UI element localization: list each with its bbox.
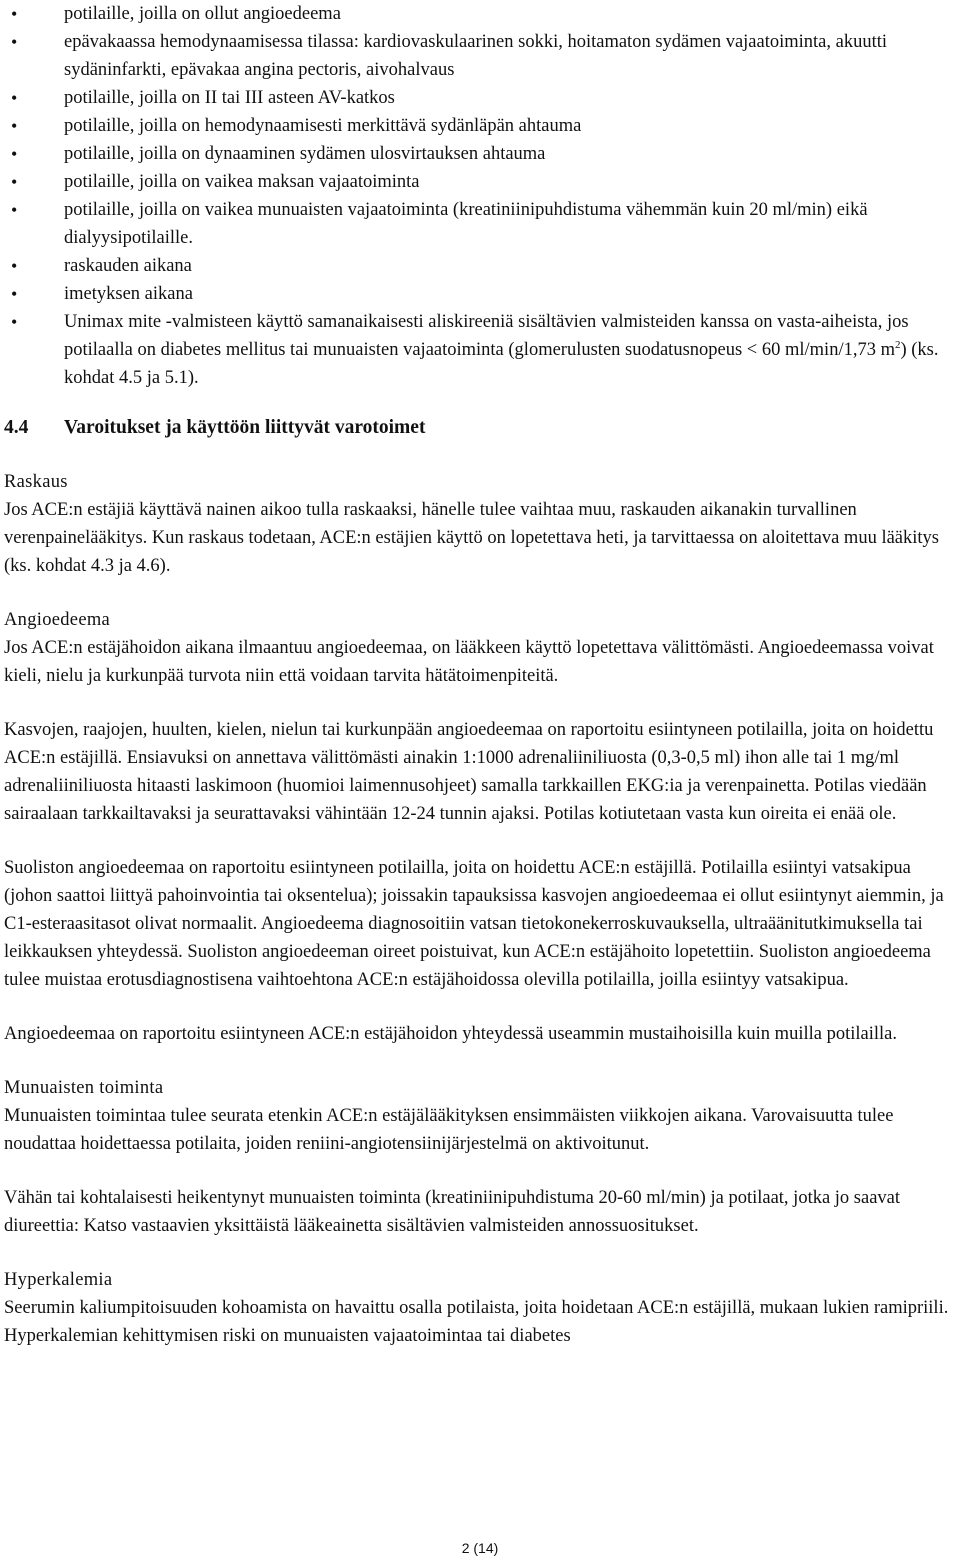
subheading-angioedeema: Angioedeema [4,610,111,630]
bullet-icon: • [11,116,18,136]
bullet-icon: • [11,256,18,276]
bullet-icon: • [11,88,18,108]
page-number: 2 (14) [461,1540,499,1556]
bullet-icon: • [11,32,18,52]
paragraph-angioedeema-4: Angioedeemaa on raportoitu esiintyneen ACE:n estäjähoidon yhteydessä useammin mustaihoisilla kuin muilla potilailla. [4,1024,897,1044]
bullet-icon: • [11,172,18,192]
subheading-raskaus: Raskaus [4,472,68,492]
list-item: • potilaille, joilla on ollut angioedeema [0,0,960,28]
bullet-icon: • [11,4,18,24]
list-item: • potilaille, joilla on II tai III asteen AV-katkos [0,84,960,112]
list-item: • imetyksen aikana [0,280,960,308]
paragraph-munuaiset-1: Munuaisten toimintaa tulee seurata etenkin ACE:n estäjälääkityksen ensimmäisten viikkojen aikana. Varovaisuutta tulee noudattaa hoidettaessa potilaita, joiden reniini-angiotensiinijärjestelmä on aktivoitunut. [4,1106,894,1154]
section-body [4,468,956,1350]
list-item: • potilaille, joilla on hemodynaamisesti merkittävä sydänläpän ahtauma [0,112,960,140]
subheading-hyperkalemia: Hyperkalemia [4,1270,113,1290]
list-item: • potilaille, joilla on vaikea maksan vajaatoiminta [0,168,960,196]
list-item: • Unimax mite -valmisteen käyttö samanaikaisesti aliskireeniä sisältävien valmisteiden kanssa on vasta-aiheista, jos potilaalla on diabetes mellitus tai munuaisten vajaatoiminta (glomerulusten suodatusnopeus < 60 ml/min/1,73 $m^2$) (ks. kohdat 4.5 ja 5.1). [0,308,960,392]
list-item: • potilaille, joilla on dynaaminen sydämen ulosvirtauksen ahtauma [0,140,960,168]
paragraph-munuaiset-2: Vähän tai kohtalaisesti heikentynyt munuaisten toiminta (kreatiniinipuhdistuma 20-60 ml/min) ja potilaat, jotka jo saavat diureettia: Katso vastaavien yksittäistä lääkeainetta sisältävien valmisteiden annossuositukset. [4,1188,901,1236]
section-number: 4.4 [4,417,29,438]
bullet-icon: • [11,284,18,304]
bullet-icon: • [11,312,18,332]
list-item: • epävakaassa hemodynaamisessa tilassa: kardiovaskulaarinen sokki, hoitamaton sydämen vajaatoiminta, akuutti sydäninfarkti, epävakaa angina pectoris, aivohalvaus [0,28,960,84]
list-item: • raskauden aikana [0,252,960,280]
paragraph-angioedeema-2: Kasvojen, raajojen, huulten, kielen, nielun tai kurkunpään angioedeemaa on raportoitu esiintyneen potilailla, joita on hoidettu ACE:n estäjillä. Ensiavuksi on annettava välittömästi ainakin 1:1000 adrenaliiniliuosta (0,3-0,5 ml) ihon alle tai 1 mg/ml adrenaliiniliuosta hitaasti laskimoon (huomioi laimennusohjeet) samalla tarkkaillen EKG:ia ja verenpainetta. Potilas viedään sairaalaan tarkkailtavaksi ja seurattavaksi vähintään 12-24 tunnin ajaksi. Potilas kotiutetaan vasta kun oireita ei enää ole. [4,720,934,824]
list-item: • potilaille, joilla on vaikea munuaisten vajaatoiminta (kreatiniinipuhdistuma vähemmän kuin 20 ml/min) eikä dialyysipotilaille. [0,196,960,252]
paragraph-hyperkalemia: Seerumin kaliumpitoisuuden kohoamista on havaittu osalla potilaista, joita hoidetaan ACE:n estäjillä, mukaan lukien ramipriili. Hyperkalemian kehittymisen riski on munuaisten vajaatoimintaa tai diabetes [4,1298,949,1346]
contraindication-list [0,0,960,392]
section-title: Varoitukset ja käyttöön liittyvät varotoimet [64,417,426,438]
bullet-icon: • [11,200,18,220]
bullet-icon: • [11,144,18,164]
paragraph-angioedeema-1: Jos ACE:n estäjähoidon aikana ilmaantuu angioedeemaa, on lääkkeen käyttö lopetettava välittömästi. Angioedeemassa voivat kieli, nielu ja kurkunpää turvota niin että voidaan tarvita hätätoimenpiteitä. [4,638,934,686]
paragraph-angioedeema-3: Suoliston angioedeemaa on raportoitu esiintyneen potilailla, joita on hoidettu ACE:n estäjillä. Potilailla esiintyi vatsakipua (johon saattoi liittyä pahoinvointia tai oksentelua); joissakin tapauksissa kasvojen angioedeemaa ei ollut esiintynyt aiemmin, ja C1-esteraasitasot olivat normaalit. Angioedeema diagnosoitiin vatsan tietokonekerroskuvauksella, ultraäänitutkimuksella tai leikkauksen yhteydessä. Suoliston angioedeeman oireet poistuivat, kun ACE:n estäjähoito lopetettiin. Suoliston angioedeema tulee muistaa erotusdiagnostisena vaihtoehtona ACE:n estäjähoidossa olevilla potilailla, joilla esiintyy vatsakipua. [4,858,944,990]
section-heading [4,414,425,442]
subheading-munuaiset: Munuaisten toiminta [4,1078,164,1098]
paragraph-raskaus: Jos ACE:n estäjiä käyttävä nainen aikoo tulla raskaaksi, hänelle tulee vaihtaa muu, raskauden aikanakin turvallinen verenpainelääkitys. Kun raskaus todetaan, ACE:n estäjien käyttö on lopetettava heti, ja tarvittaessa on aloitettava muu lääkitys (ks. kohdat 4.3 ja 4.6). [4,500,939,576]
